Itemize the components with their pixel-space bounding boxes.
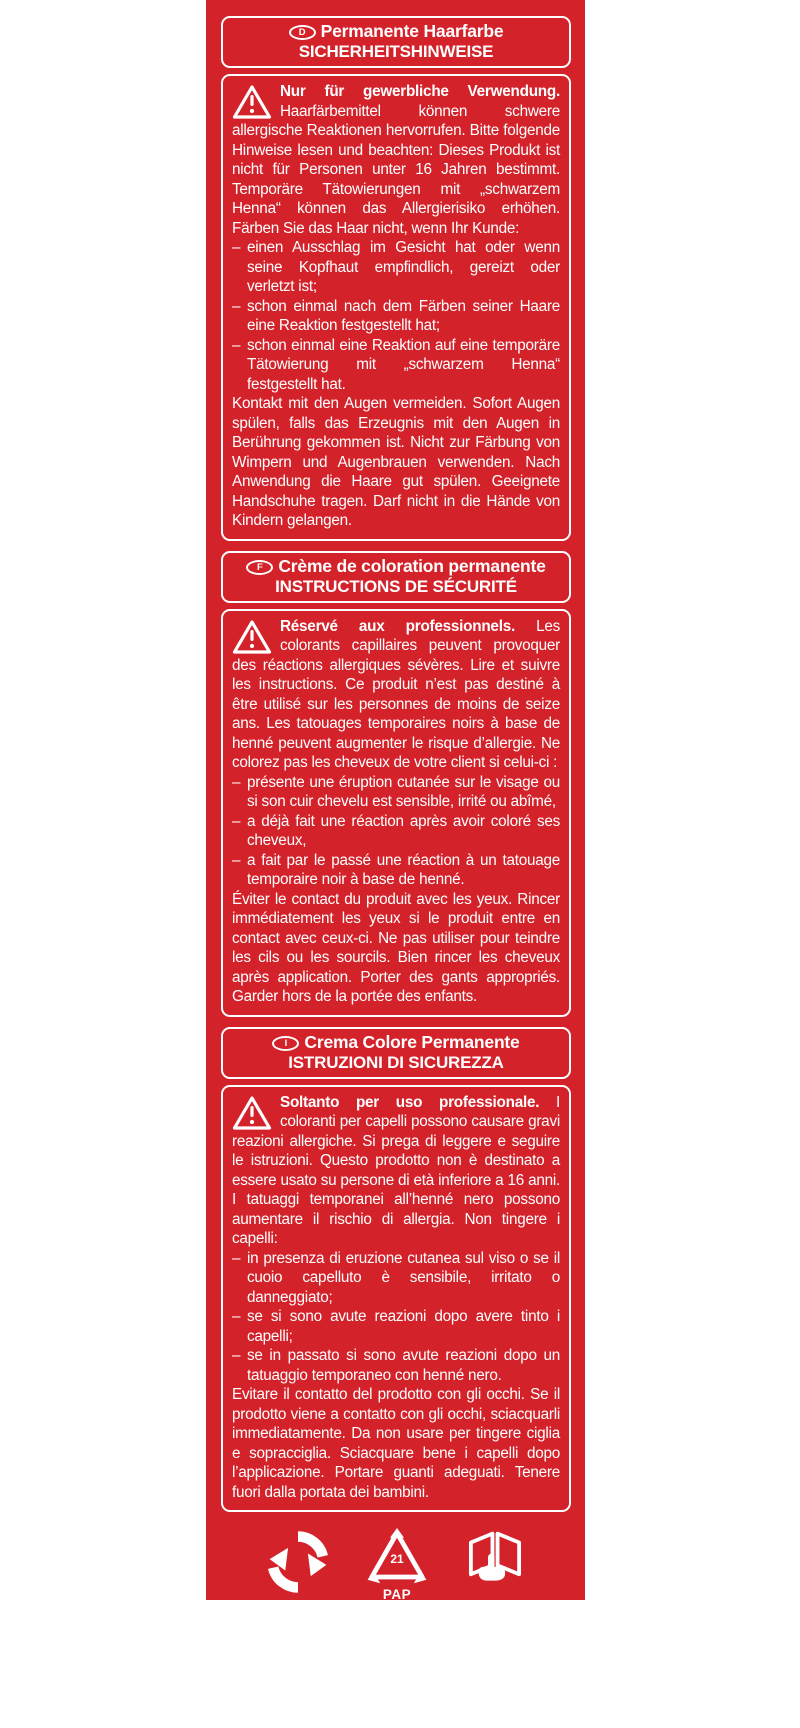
german-bullet-1: [232, 238, 560, 297]
german-bullet-2: [232, 297, 560, 336]
city-name: Hamburg: [348, 1656, 416, 1673]
pap-21-recycling-icon: [366, 1528, 428, 1602]
section-french: [221, 551, 571, 1017]
italian-bullet-2: [232, 1307, 560, 1346]
bullet-dash: –: [232, 297, 241, 315]
italian-bullet-1: [232, 1249, 560, 1308]
german-bullet-3: [232, 336, 560, 395]
bullet-text: schon einmal eine Reaktion auf eine temporäre Tätowierung mit „schwarzem Henna“ festgestellt hat.: [247, 336, 560, 393]
french-title: Crème de coloration permanente: [278, 555, 546, 576]
italian-warning-paragraph: [232, 1093, 560, 1249]
italian-title: Crema Colore Permanente: [304, 1031, 520, 1052]
bullet-dash: –: [232, 1308, 241, 1325]
made-in-label: Made in Germany: [337, 1681, 455, 1698]
pap-label: PAP: [382, 1587, 412, 1602]
italian-closing-text: Evitare il contatto del prodotto con gli occhi. Se il prodotto viene a contatto con gli occhi, sciacquarli immediatamente. Da non usare per tingere ciglia e sopracciglia. Sciacquare bene i capelli dopo l’applicazione. Portare guanti adeguati. Tenere fuori dalla portata dei bambini.: [232, 1386, 560, 1501]
italian-body-box: [221, 1085, 571, 1513]
italian-subtitle: ISTRUZIONI DI SICUREZZA: [288, 1052, 504, 1072]
green-dot-icon: [264, 1528, 332, 1601]
bullet-text: schon einmal nach dem Färben seiner Haare eine Reaktion festgestellt hat;: [247, 297, 560, 334]
german-body-box: [221, 74, 571, 541]
language-badge-f-icon: F: [246, 560, 273, 575]
section-german: [221, 16, 571, 541]
french-subtitle: INSTRUCTIONS DE SÉCURITÉ: [275, 576, 517, 596]
french-header-box: [221, 551, 571, 603]
country-name: , Germany: [415, 1656, 490, 1673]
bullet-dash: –: [232, 851, 241, 869]
bullet-text: se in passato si sono avute reazioni dopo un tatuaggio temporaneo con henné nero.: [247, 1347, 560, 1384]
french-body-box: [221, 609, 571, 1017]
bullet-dash: –: [232, 239, 241, 256]
bullet-text: se si sono avute reazioni dopo avere tinto i capelli;: [247, 1308, 560, 1345]
german-warning-lead: Nur für gewerbliche Verwendung.: [280, 83, 560, 100]
language-badge-d-icon: D: [289, 25, 316, 40]
german-warning-paragraph: [232, 82, 560, 238]
italian-warning-text: I coloranti per capelli possono causare gravi reazioni allergiche. Si prega di leggere e seguire le istruzioni. Questo prodotto non è destinato a essere usato su persone di età inferiore a 16 anni. I tatuaggi temporanei all’henné nero possono aumentare il rischio di allergia. Non tingere i capelli:: [232, 1093, 561, 1247]
bullet-text: einen Ausschlag im Gesicht hat oder wenn seine Kopfhaut empfindlich, gereizt oder verletzt ist;: [247, 239, 560, 295]
french-bullet-1: [232, 773, 560, 812]
italian-bullet-3: [232, 1346, 560, 1385]
read-leaflet-icon: [462, 1528, 528, 1595]
address-line-1: Hans Schwarzkopf & Henkel GmbH,: [267, 1620, 525, 1637]
italian-header-box: [221, 1027, 571, 1079]
address-line-2: Hohenzollernring 127–129,: [300, 1638, 492, 1655]
french-warning-text: Les colorants capillaires peuvent provoquer des réactions allergiques sévères. Lire et suivre les instructions. Ce produit n’est pas destiné à être utilisé sur les personnes de moins de seize ans. Les tatouages temporaires noirs à base de henné peuvent augmenter le risque d’allergie. Ne colorez pas les cheveux de votre client si celui-ci :: [232, 617, 560, 771]
bullet-dash: –: [232, 1347, 241, 1364]
pap-number: 21: [390, 1552, 404, 1566]
bullet-text: a fait par le passé une réaction à un tatouage temporaire noir à base de henné.: [247, 851, 560, 888]
german-closing-text: Kontakt mit den Augen vermeiden. Sofort Augen spülen, falls das Erzeugnis mit den Augen in Berührung gekommen ist. Nicht zur Färbung von Wimpern und Augenbrauen verwenden. Nach Anwendung die Haare gut spülen. Geeignete Handschuhe tragen. Darf nicht in die Hände von Kindern gelangen.: [232, 395, 560, 529]
italian-title-row: [229, 1032, 563, 1053]
warning-triangle-icon: [232, 1095, 272, 1131]
section-italian: [221, 1027, 571, 1513]
french-title-row: [229, 556, 563, 577]
french-bullet-3: [232, 851, 560, 890]
french-warning-paragraph: [232, 617, 560, 773]
bullet-dash: –: [232, 336, 241, 354]
german-header-box: [221, 16, 571, 68]
bullet-dash: –: [232, 1249, 241, 1267]
bullet-dash: –: [232, 812, 241, 830]
german-subtitle: SICHERHEITSHINWEISE: [298, 42, 494, 61]
warning-triangle-icon: [232, 84, 272, 120]
manufacturer-address: [221, 1620, 571, 1674]
warning-triangle-icon: [232, 619, 272, 655]
french-bullet-2: [232, 812, 560, 851]
bullet-dash: –: [232, 773, 241, 791]
german-warning-text: Haarfärbemittel können schwere allergische Reaktionen hervorrufen. Bitte folgende Hinweise lesen und beachten: Dieses Produkt ist nicht für Personen unter 16 Jahren bestimmt. Temporäre Tätowierungen mit „schwarzem Henna“ können das Allergierisiko erhöhen. Färben Sie das Haar nicht, wenn Ihr Kunde:: [232, 102, 560, 237]
address-line-3: [221, 1656, 571, 1674]
bullet-text: in presenza di eruzione cutanea sul viso o se il cuoio capelluto è sensibile, irritato o danneggiato;: [247, 1249, 560, 1306]
postal-code: 22763: [302, 1656, 349, 1673]
german-title-row: [229, 21, 563, 42]
french-warning-lead: Réservé aux professionnels.: [280, 617, 515, 635]
packaging-side-panel: [206, 0, 585, 1728]
french-closing-text: Éviter le contact du produit avec les yeux. Rincer immédiatement les yeux si le produit entre en contact avec ceux-ci. Ne pas utiliser pour teindre les cils ou les sourcils. Bien rincer les cheveux après application. Porter des gants appropriés. Garder hors de la portée des enfants.: [232, 890, 560, 1005]
italian-warning-lead: Soltanto per uso professionale.: [280, 1093, 540, 1111]
german-title: Permanente Haarfarbe: [320, 21, 504, 41]
bullet-text: présente une éruption cutanée sur le visage ou si son cuir chevelu est sensible, irrité ou abîmé,: [247, 773, 560, 810]
recycling-icons-row: [221, 1528, 571, 1614]
language-badge-i-icon: I: [272, 1036, 299, 1051]
website-url: www.schwarzkopf-professional.com: [232, 1706, 560, 1728]
bullet-text: a déjà fait une réaction après avoir coloré ses cheveux,: [247, 812, 560, 849]
